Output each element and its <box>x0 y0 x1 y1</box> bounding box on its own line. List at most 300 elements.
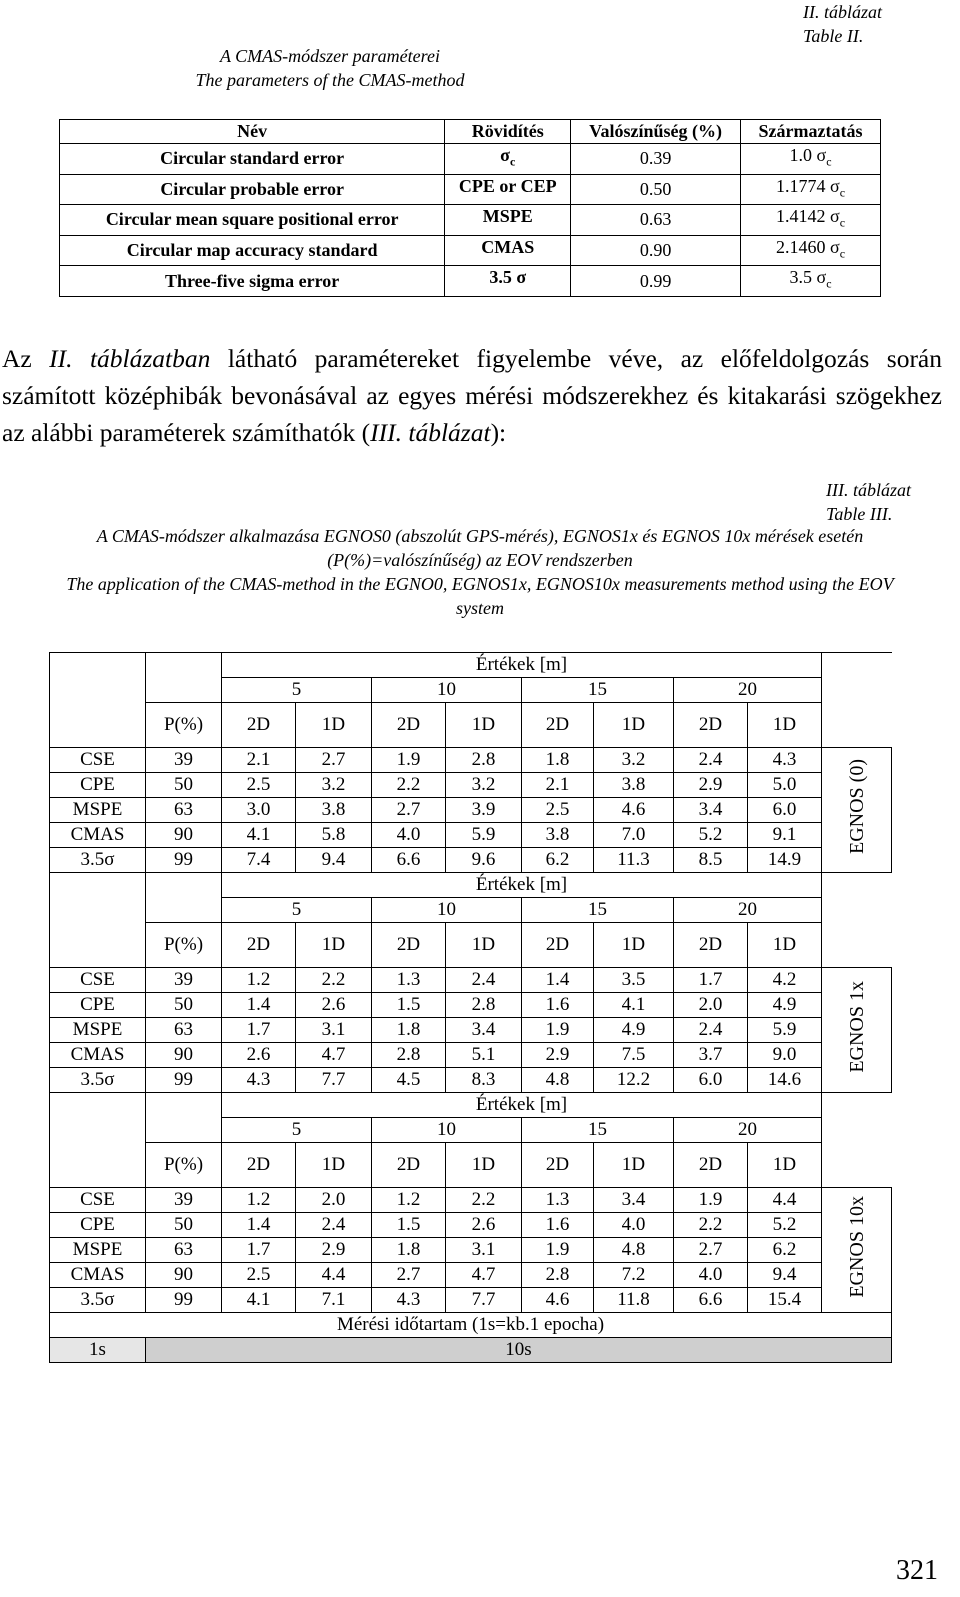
table3-value: 2.5 <box>222 773 296 798</box>
table3-row-name: CPE <box>50 1213 146 1238</box>
table2-cell-prob: 0.50 <box>571 174 741 205</box>
table2-der-sub: c <box>839 215 846 230</box>
table3-data-row <box>50 993 892 1018</box>
table3-value: 2.8 <box>446 748 522 773</box>
table3-dim: 1D <box>594 923 674 968</box>
table3-duration-1s: 1s <box>50 1338 146 1363</box>
table3-value: 15.4 <box>748 1288 822 1313</box>
table3-blank-cell <box>50 873 146 898</box>
table3-dim: 1D <box>594 703 674 748</box>
table3-dim: 1D <box>296 1143 372 1188</box>
table3-angle: 20 <box>674 898 822 923</box>
table3-value: 14.9 <box>748 848 822 873</box>
table3-row-name: CMAS <box>50 823 146 848</box>
table3-angle: 15 <box>522 898 674 923</box>
table2-abbr-text: σ <box>500 145 510 165</box>
table3-values-header-row <box>50 873 892 898</box>
table3-dim: 2D <box>372 1143 446 1188</box>
table2-header: Név <box>60 120 445 144</box>
table3-dim: 2D <box>222 923 296 968</box>
table2-der-sub: c <box>826 154 832 169</box>
table3-value: 2.6 <box>446 1213 522 1238</box>
table3-blank-cell <box>146 873 222 898</box>
table3-value: 4.8 <box>594 1238 674 1263</box>
table3-value: 2.8 <box>522 1263 594 1288</box>
table2-cell-name: Circular probable error <box>60 174 445 205</box>
table2-cell-prob: 0.63 <box>571 205 741 236</box>
table3-values-header: Értékek [m] <box>222 653 822 678</box>
table3-data-row <box>50 823 892 848</box>
table3-dim-row <box>50 923 892 968</box>
table3-value: 2.0 <box>296 1188 372 1213</box>
table2-der-text: 1.4142 σ <box>776 206 840 227</box>
table2-title-hu: A CMAS-módszer paraméterei <box>220 46 440 66</box>
table3-angle: 10 <box>372 1118 522 1143</box>
table3-value: 6.6 <box>372 848 446 873</box>
table2-cell-derivation <box>741 266 881 297</box>
table3-angle-row <box>50 1118 892 1143</box>
table3-block-label-cell <box>822 968 892 1093</box>
table3-data-row <box>50 798 892 823</box>
table3-value: 1.3 <box>372 968 446 993</box>
table3-value: 2.7 <box>674 1238 748 1263</box>
table3-value: 11.3 <box>594 848 674 873</box>
table3-row-p: 50 <box>146 993 222 1018</box>
table2-header: Rövidítés <box>445 120 571 144</box>
table3-value: 1.8 <box>522 748 594 773</box>
table3-value: 1.3 <box>522 1188 594 1213</box>
table3-p-header: P(%) <box>146 1143 222 1188</box>
table3-angle: 5 <box>222 678 372 703</box>
table3-row-name: CSE <box>50 748 146 773</box>
table3-side-cell <box>822 873 892 898</box>
table3-title-hu-1: A CMAS-módszer alkalmazása EGNOS0 (abszolút GPS-mérés), EGNOS1x és EGNOS 10x mérések esetén <box>96 526 864 546</box>
table3-value: 9.0 <box>748 1043 822 1068</box>
table3-value: 3.2 <box>446 773 522 798</box>
table3-value: 4.2 <box>748 968 822 993</box>
table3-value: 2.8 <box>372 1043 446 1068</box>
table3-row-p: 99 <box>146 848 222 873</box>
table3-value: 3.4 <box>446 1018 522 1043</box>
table2-cell-prob: 0.39 <box>571 144 741 175</box>
table2-der-text: 1.0 σ <box>789 145 827 165</box>
table3-row-name: 3.5σ <box>50 1068 146 1093</box>
paragraph-text: ): <box>490 418 507 447</box>
table3-value: 7.7 <box>296 1068 372 1093</box>
table3-value: 7.4 <box>222 848 296 873</box>
table3-blank-cell <box>50 703 146 748</box>
table3-side-cell <box>822 703 892 748</box>
table3-value: 14.6 <box>748 1068 822 1093</box>
table3-value: 2.7 <box>372 798 446 823</box>
table3-row-p: 63 <box>146 798 222 823</box>
table3-value: 1.9 <box>522 1018 594 1043</box>
table3-value: 3.2 <box>594 748 674 773</box>
table3-block-label: EGNOS 10x <box>845 1195 868 1298</box>
table3-value: 5.1 <box>446 1043 522 1068</box>
table3-dim: 1D <box>748 703 822 748</box>
table3-angle: 20 <box>674 1118 822 1143</box>
table2-row <box>60 266 881 297</box>
table3-value: 2.2 <box>674 1213 748 1238</box>
table3-row-p: 99 <box>146 1288 222 1313</box>
table3-side-cell <box>822 898 892 923</box>
table2-cell-derivation <box>741 144 881 175</box>
table3-value: 3.1 <box>446 1238 522 1263</box>
table3-value: 4.1 <box>222 1288 296 1313</box>
table3-blank-cell <box>146 1118 222 1143</box>
table2-label-hu: II. táblázat <box>803 2 882 22</box>
table3-row-name: MSPE <box>50 1018 146 1043</box>
table2-der-sub: c <box>826 276 832 291</box>
table3-row-p: 90 <box>146 823 222 848</box>
table3-value: 7.0 <box>594 823 674 848</box>
table3-row-p: 99 <box>146 1068 222 1093</box>
table3-angle: 5 <box>222 1118 372 1143</box>
table3-row-name: CSE <box>50 968 146 993</box>
table3-value: 3.7 <box>674 1043 748 1068</box>
table3-blank-cell <box>50 898 146 923</box>
table3-blank-cell <box>50 678 146 703</box>
table3-dim: 2D <box>674 1143 748 1188</box>
table2-header-row <box>60 120 881 144</box>
table3-value: 4.1 <box>222 823 296 848</box>
table3-value: 4.6 <box>522 1288 594 1313</box>
table2-row <box>60 174 881 205</box>
table3-value: 2.2 <box>372 773 446 798</box>
table3-data-row <box>50 848 892 873</box>
table3-blank-cell <box>50 1143 146 1188</box>
table3-value: 4.6 <box>594 798 674 823</box>
table2-header: Valószínűség (%) <box>571 120 741 144</box>
table3-value: 7.1 <box>296 1288 372 1313</box>
table3-value: 9.6 <box>446 848 522 873</box>
table3-angle-row <box>50 678 892 703</box>
table3-dim: 1D <box>748 923 822 968</box>
table3-value: 2.8 <box>446 993 522 1018</box>
table2-abbr-text: CPE or CEP <box>458 175 557 196</box>
table3-value: 2.2 <box>446 1188 522 1213</box>
table3-side-cell <box>822 678 892 703</box>
table3-value: 11.8 <box>594 1288 674 1313</box>
table2-label <box>803 0 882 48</box>
table3-value: 1.6 <box>522 993 594 1018</box>
table3-value: 1.7 <box>222 1018 296 1043</box>
table2-cell-name: Circular map accuracy standard <box>60 235 445 266</box>
table3-blank-cell <box>146 653 222 678</box>
table3-dim: 2D <box>372 703 446 748</box>
table3-data-row <box>50 1238 892 1263</box>
table3-angle: 15 <box>522 678 674 703</box>
table3-blank-cell <box>146 1093 222 1118</box>
table3-value: 4.4 <box>296 1263 372 1288</box>
table3-label <box>826 478 911 526</box>
table3-value: 2.7 <box>296 748 372 773</box>
table3-value: 1.9 <box>674 1188 748 1213</box>
table3-block-label-cell <box>822 1188 892 1313</box>
table3-angle: 20 <box>674 678 822 703</box>
table3-blank-cell <box>50 1093 146 1118</box>
table3-row-p: 63 <box>146 1018 222 1043</box>
table2-row <box>60 205 881 236</box>
table3-row-name: CPE <box>50 773 146 798</box>
table2-der-sub: c <box>839 246 846 261</box>
table3-value: 3.5 <box>594 968 674 993</box>
table3-row-p: 39 <box>146 968 222 993</box>
table3-value: 4.5 <box>372 1068 446 1093</box>
table2-cell-abbr <box>445 205 571 236</box>
table3-row-p: 63 <box>146 1238 222 1263</box>
table3-value: 4.4 <box>748 1188 822 1213</box>
table2-der-text: 1.1774 σ <box>776 175 840 196</box>
table3-data-row <box>50 773 892 798</box>
table3-data-row <box>50 1068 892 1093</box>
table3-label-en: Table III. <box>826 504 893 524</box>
table3-side-cell <box>822 1143 892 1188</box>
table3-value: 3.2 <box>296 773 372 798</box>
table3-dim: 2D <box>522 1143 594 1188</box>
table3-data-row <box>50 1188 892 1213</box>
table3-angle: 15 <box>522 1118 674 1143</box>
table3-side-cell <box>822 1093 892 1118</box>
table3-value: 1.5 <box>372 1213 446 1238</box>
table3-value: 1.8 <box>372 1238 446 1263</box>
table3-row-name: CSE <box>50 1188 146 1213</box>
table3-dim: 1D <box>446 1143 522 1188</box>
table3-values-header: Értékek [m] <box>222 1093 822 1118</box>
table3-value: 9.4 <box>296 848 372 873</box>
table3-dim-row <box>50 1143 892 1188</box>
table3-value: 3.0 <box>222 798 296 823</box>
table3-p-header: P(%) <box>146 703 222 748</box>
table3-value: 1.2 <box>222 968 296 993</box>
table3-value: 2.4 <box>674 1018 748 1043</box>
table2-cell-name: Circular standard error <box>60 144 445 175</box>
table3-data-row <box>50 1213 892 1238</box>
table3-blank-cell <box>50 653 146 678</box>
table2-cell-abbr <box>445 235 571 266</box>
table3-data-row <box>50 748 892 773</box>
table3-value: 1.5 <box>372 993 446 1018</box>
table3-dim: 1D <box>446 703 522 748</box>
table3-value: 4.3 <box>222 1068 296 1093</box>
table3-data-row <box>50 1018 892 1043</box>
table2-cell-derivation <box>741 174 881 205</box>
table3-value: 5.0 <box>748 773 822 798</box>
table2-cell-prob: 0.90 <box>571 235 741 266</box>
table2-abbr-text: 3.5 σ <box>489 267 527 288</box>
table3-dim: 1D <box>446 923 522 968</box>
table3-value: 6.2 <box>522 848 594 873</box>
table3 <box>49 652 892 1363</box>
table3-dim: 1D <box>296 703 372 748</box>
table3-value: 7.7 <box>446 1288 522 1313</box>
table3-side-cell <box>822 653 892 678</box>
table3-value: 2.2 <box>296 968 372 993</box>
table3-title-en-1: The application of the CMAS-method in the EGNO0, EGNOS1x, EGNOS10x measurements method using the EOV <box>66 574 894 594</box>
table3-dim: 2D <box>674 703 748 748</box>
table2-der-text: 2.1460 σ <box>776 236 840 257</box>
table3-angle: 5 <box>222 898 372 923</box>
table3-value: 1.4 <box>222 1213 296 1238</box>
table3-value: 2.1 <box>222 748 296 773</box>
table3-title <box>0 524 960 620</box>
table3-value: 1.9 <box>372 748 446 773</box>
paragraph-text: látható paramétereket figyelembe véve, az előfeldolgozás során számított középhibák bevonásával az egyes mérési módszerekhez és kitakarási szögekhez az alábbi paraméterek számíthatók ( <box>2 344 943 447</box>
table3-value: 1.2 <box>222 1188 296 1213</box>
table2-cell-abbr <box>445 174 571 205</box>
table3-value: 3.8 <box>296 798 372 823</box>
table3-values-header-row <box>50 653 892 678</box>
table3-value: 1.7 <box>222 1238 296 1263</box>
table3-value: 3.4 <box>594 1188 674 1213</box>
table3-row-p: 50 <box>146 773 222 798</box>
table3-duration-10s: 10s <box>146 1338 892 1363</box>
table3-value: 1.2 <box>372 1188 446 1213</box>
table3-dim: 2D <box>222 1143 296 1188</box>
table3-value: 4.0 <box>594 1213 674 1238</box>
table3-value: 3.8 <box>594 773 674 798</box>
table3-data-row <box>50 1263 892 1288</box>
table3-side-cell <box>822 1118 892 1143</box>
table3-value: 2.0 <box>674 993 748 1018</box>
table3-blank-cell <box>146 898 222 923</box>
table3-value: 4.8 <box>522 1068 594 1093</box>
table3-value: 2.9 <box>522 1043 594 1068</box>
table2-der-text: 3.5 σ <box>789 267 827 288</box>
table3-block-label-cell <box>822 748 892 873</box>
table3-duration-values-row <box>50 1338 892 1363</box>
table2-row <box>60 144 881 175</box>
table2-cell-derivation <box>741 205 881 236</box>
table3-row-p: 39 <box>146 1188 222 1213</box>
table2-der-sub: c <box>839 185 846 200</box>
table3-row-name: 3.5σ <box>50 848 146 873</box>
table2-abbr-sub: c <box>509 154 516 169</box>
table3-values-header-row <box>50 1093 892 1118</box>
table3-value: 3.1 <box>296 1018 372 1043</box>
table3-data-row <box>50 1288 892 1313</box>
table3-value: 4.9 <box>594 1018 674 1043</box>
table3-label-hu: III. táblázat <box>826 480 911 500</box>
table3-dim: 1D <box>748 1143 822 1188</box>
table3-value: 1.4 <box>222 993 296 1018</box>
table3-value: 1.6 <box>522 1213 594 1238</box>
table2-cell-prob: 0.99 <box>571 266 741 297</box>
table3-dim: 1D <box>594 1143 674 1188</box>
table3-row-p: 50 <box>146 1213 222 1238</box>
table3-value: 6.0 <box>674 1068 748 1093</box>
table2-cell-name: Circular mean square positional error <box>60 205 445 236</box>
table3-value: 2.9 <box>674 773 748 798</box>
table3-value: 6.2 <box>748 1238 822 1263</box>
table3-dim: 2D <box>522 923 594 968</box>
table3-value: 4.0 <box>674 1263 748 1288</box>
table2-row <box>60 235 881 266</box>
table3-value: 2.5 <box>522 798 594 823</box>
table3-row-name: CMAS <box>50 1043 146 1068</box>
table3-duration-row <box>50 1313 892 1338</box>
table3-blank-cell <box>50 923 146 968</box>
table3-value: 2.6 <box>296 993 372 1018</box>
table3-value: 3.8 <box>522 823 594 848</box>
table3-title-hu-2: (P(%)=valószínűség) az EOV rendszerben <box>327 550 633 570</box>
table3-value: 1.7 <box>674 968 748 993</box>
table3-value: 3.4 <box>674 798 748 823</box>
table2-abbr-text: CMAS <box>481 236 535 257</box>
table3-row-name: CMAS <box>50 1263 146 1288</box>
paragraph-text: Az <box>2 344 50 373</box>
table3-value: 1.4 <box>522 968 594 993</box>
table2 <box>59 119 881 297</box>
table3-value: 8.5 <box>674 848 748 873</box>
table3-row-name: MSPE <box>50 798 146 823</box>
table3-side-cell <box>822 923 892 968</box>
table3-dim-row <box>50 703 892 748</box>
table3-row-name: 3.5σ <box>50 1288 146 1313</box>
table3-p-header: P(%) <box>146 923 222 968</box>
table3-value: 6.6 <box>674 1288 748 1313</box>
table3-title-en-2: system <box>456 598 504 618</box>
table3-block-label: EGNOS (0) <box>845 759 868 854</box>
table3-value: 4.3 <box>748 748 822 773</box>
table3-value: 4.9 <box>748 993 822 1018</box>
table3-value: 12.2 <box>594 1068 674 1093</box>
table3-dim: 2D <box>522 703 594 748</box>
table3-dim: 2D <box>222 703 296 748</box>
table3-dim: 2D <box>674 923 748 968</box>
paragraph-ref: III. táblázat <box>370 418 491 447</box>
table3-dim: 2D <box>372 923 446 968</box>
table3-value: 7.5 <box>594 1043 674 1068</box>
page-number: 321 <box>896 1555 938 1586</box>
table2-abbr-text: MSPE <box>482 206 533 227</box>
table3-data-row <box>50 968 892 993</box>
table3-value: 6.0 <box>748 798 822 823</box>
table2-title <box>0 44 660 92</box>
table3-value: 5.9 <box>748 1018 822 1043</box>
table3-value: 2.4 <box>296 1213 372 1238</box>
table3-dim: 1D <box>296 923 372 968</box>
table2-cell-abbr <box>445 144 571 175</box>
table2-cell-abbr <box>445 266 571 297</box>
table3-value: 2.7 <box>372 1263 446 1288</box>
table3-value: 2.5 <box>222 1263 296 1288</box>
table3-value: 7.2 <box>594 1263 674 1288</box>
table2-label-en: Table II. <box>803 26 864 46</box>
table2-header: Származtatás <box>741 120 881 144</box>
table3-value: 4.7 <box>446 1263 522 1288</box>
table3-block-label: EGNOS 1x <box>845 980 868 1073</box>
table3-value: 3.9 <box>446 798 522 823</box>
table3-row-name: MSPE <box>50 1238 146 1263</box>
table3-angle-row <box>50 898 892 923</box>
table3-value: 9.4 <box>748 1263 822 1288</box>
table3-value: 4.0 <box>372 823 446 848</box>
table3-row-p: 90 <box>146 1263 222 1288</box>
table3-value: 4.7 <box>296 1043 372 1068</box>
table3-angle: 10 <box>372 898 522 923</box>
table3-value: 4.1 <box>594 993 674 1018</box>
table3-value: 5.8 <box>296 823 372 848</box>
table3-blank-cell <box>146 678 222 703</box>
table2-cell-name: Three-five sigma error <box>60 266 445 297</box>
table3-value: 2.6 <box>222 1043 296 1068</box>
table3-values-header: Értékek [m] <box>222 873 822 898</box>
table3-value: 1.9 <box>522 1238 594 1263</box>
table3-value: 2.1 <box>522 773 594 798</box>
table3-value: 8.3 <box>446 1068 522 1093</box>
